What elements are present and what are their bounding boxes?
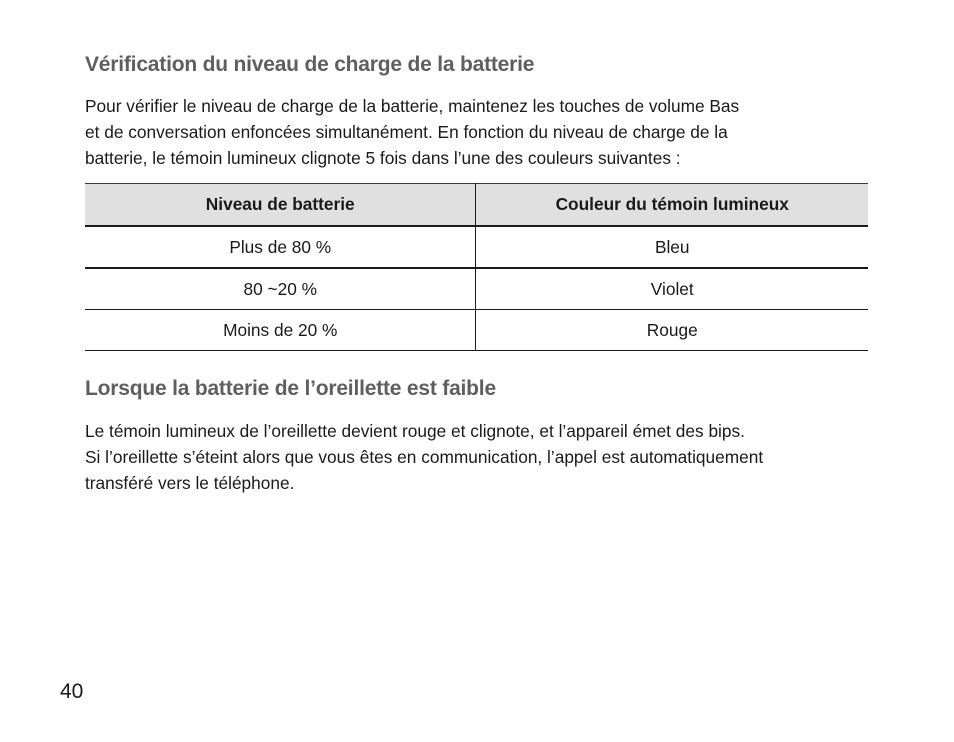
section-title-battery-check: Vérification du niveau de charge de la batterie — [85, 53, 535, 76]
cell-battery-level: Moins de 20 % — [85, 310, 476, 351]
section-title-low-battery: Lorsque la batterie de l’oreillette est faible — [85, 377, 496, 400]
battery-level-table — [85, 183, 868, 351]
low-battery-paragraph — [85, 418, 763, 496]
header-battery-level: Niveau de batterie — [85, 184, 476, 227]
paragraph-line: Pour vérifier le niveau de charge de la batterie, maintenez les touches de volume Bas — [85, 96, 740, 116]
table-header-row — [85, 184, 868, 227]
cell-indicator-color: Bleu — [476, 226, 868, 268]
paragraph-line: et de conversation enfoncées simultanément. En fonction du niveau de charge de la — [85, 122, 728, 142]
cell-battery-level: Plus de 80 % — [85, 226, 476, 268]
table-row — [85, 226, 868, 268]
cell-indicator-color: Rouge — [476, 310, 868, 351]
cell-battery-level: 80 ~20 % — [85, 268, 476, 310]
paragraph-line: Le témoin lumineux de l’oreillette devient rouge et clignote, et l’appareil émet des bips. — [85, 421, 745, 441]
table-row — [85, 268, 868, 310]
paragraph-line: batterie, le témoin lumineux clignote 5 fois dans l’une des couleurs suivantes : — [85, 148, 681, 168]
paragraph-line: transféré vers le téléphone. — [85, 473, 295, 493]
paragraph-line: Si l’oreillette s’éteint alors que vous êtes en communication, l’appel est automatiquement — [85, 447, 764, 467]
header-indicator-color: Couleur du témoin lumineux — [476, 184, 868, 227]
page-number: 40 — [60, 680, 84, 703]
table-row — [85, 310, 868, 351]
cell-indicator-color: Violet — [476, 268, 868, 310]
battery-check-paragraph — [85, 93, 739, 171]
